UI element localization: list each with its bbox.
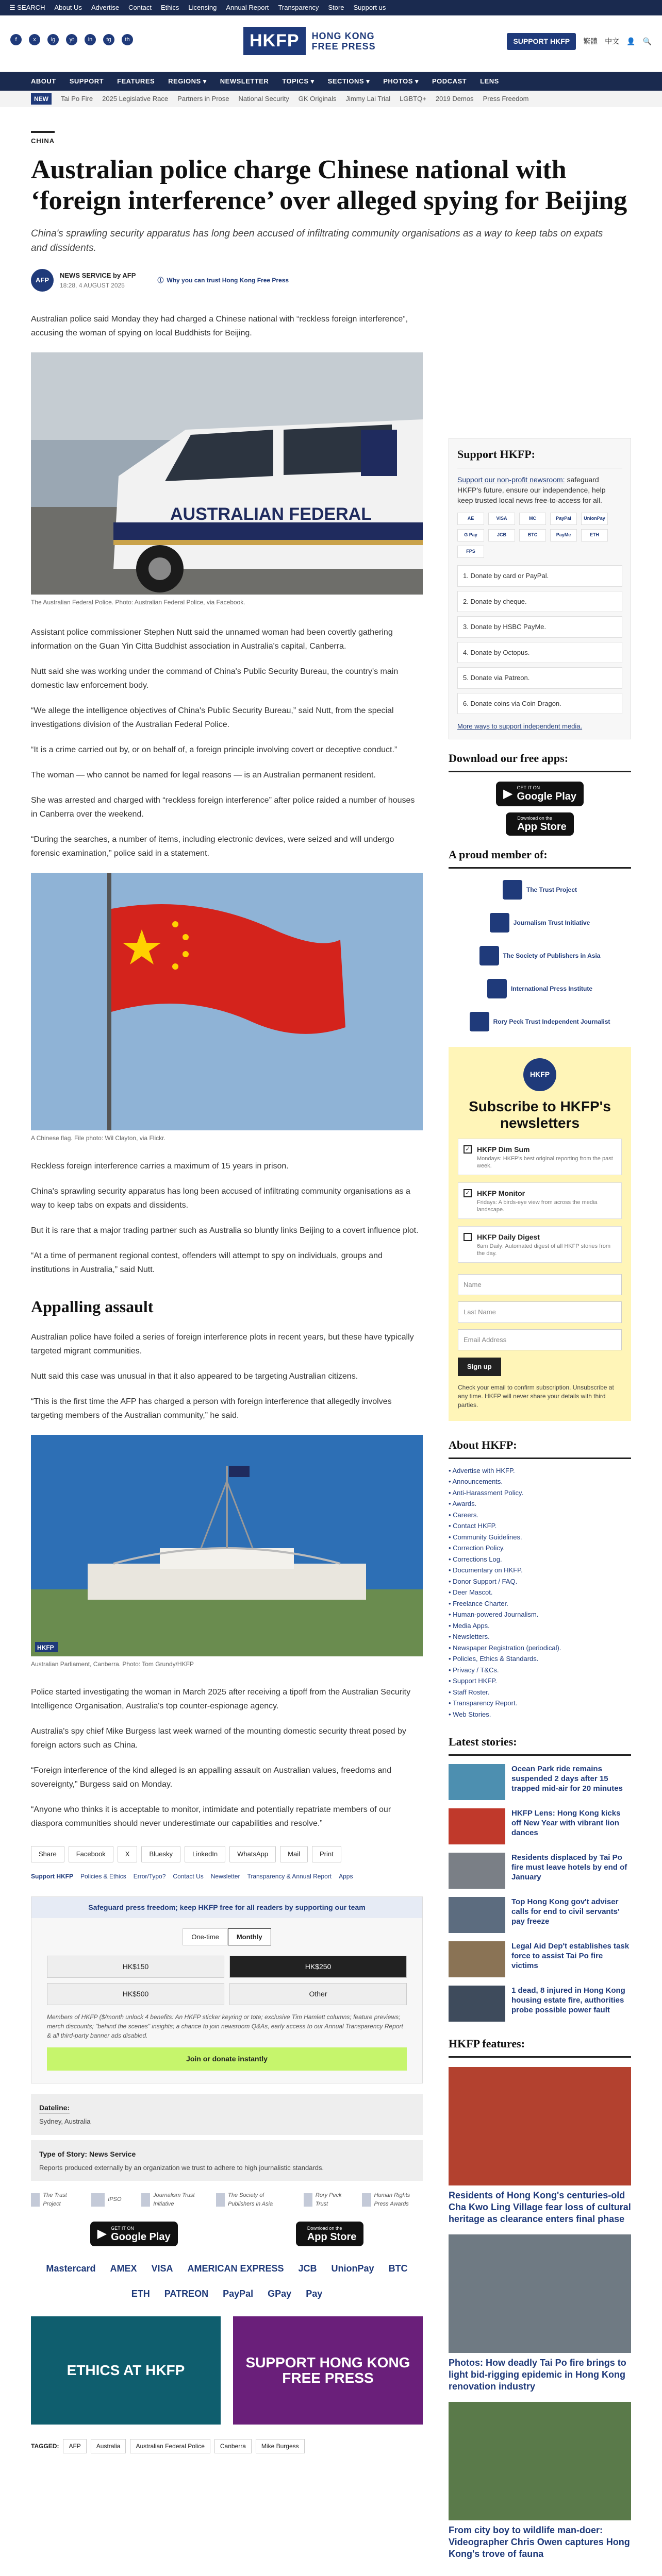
google-play-icon: ▶ <box>503 786 513 801</box>
share-linkedin-button[interactable]: LinkedIn <box>185 1846 225 1862</box>
header-actions <box>507 33 652 50</box>
amount-option-other[interactable]: Other <box>229 1983 407 2005</box>
support-hkfp-button[interactable]: SUPPORT HKFP <box>507 33 576 50</box>
tag[interactable]: Canberra <box>214 2439 252 2453</box>
donation-step[interactable]: 3. Donate by HSBC PayMe. <box>457 616 622 638</box>
tag[interactable]: AFP <box>63 2439 86 2453</box>
payment-logo: BTC <box>388 2263 408 2274</box>
one-time-tab[interactable]: One-time <box>183 1928 227 1946</box>
payment-logo: AE <box>457 513 484 525</box>
feature-item[interactable]: Photos: How deadly Tai Po fire brings to light bid-rigging epidemic in Hong Kong renovation industry <box>449 2234 631 2393</box>
site-logo[interactable] <box>243 27 376 55</box>
features-title: HKFP features: <box>449 2035 631 2058</box>
author-avatar[interactable]: AFP <box>31 269 54 292</box>
support-intro: safeguard HKFP's future, ensure our independence, help keep trusted local news free-to-access for all. <box>457 476 606 504</box>
about-link[interactable]: • Deer Mascot. <box>449 1587 631 1598</box>
tag[interactable]: Australian Federal Police <box>130 2439 210 2453</box>
nav-item[interactable]: FEATURES <box>117 77 155 86</box>
logo-line: FREE PRESS <box>311 41 376 52</box>
amount-option-selected[interactable]: HK$250 <box>229 1956 407 1978</box>
share-whatsapp-button[interactable]: WhatsApp <box>229 1846 276 1862</box>
ticker-item[interactable]: GK Originals <box>298 95 337 103</box>
tag[interactable]: Australia <box>91 2439 126 2453</box>
amount-grid <box>31 1945 422 2005</box>
feature-thumbnail <box>449 2234 631 2353</box>
about-link[interactable]: • Anti-Harassment Policy. <box>449 1487 631 1499</box>
about-link[interactable]: • Awards. <box>449 1498 631 1510</box>
frequency-toggle <box>31 1928 422 1946</box>
dateline-box <box>31 2094 423 2135</box>
ticker-item[interactable]: LGBTQ+ <box>400 95 426 103</box>
car-text: AUSTRALIAN FEDERAL <box>170 504 372 524</box>
story-type-label: Type of Story: News Service <box>39 2149 136 2160</box>
about-link[interactable]: • Announcements. <box>449 1476 631 1487</box>
police-car-photo <box>31 352 423 595</box>
member-logo[interactable]: The Society of Publishers in Asia <box>479 946 601 965</box>
ticker-item[interactable]: 2019 Demos <box>435 95 474 103</box>
utility-link[interactable]: About Us <box>54 4 82 12</box>
support-box <box>449 438 631 739</box>
threads-icon[interactable]: th <box>122 34 133 45</box>
payment-logo: MC <box>519 513 546 525</box>
utility-bar <box>0 0 662 15</box>
paragraph: “We allege the intelligence objectives of China's Public Security Bureau,” said Nutt, from the special investigations division of the Australian Federal Police. <box>31 706 394 729</box>
deck: China's sprawling security apparatus has long been accused of infiltrating community organisations as a way to keep tabs on expats and dissidents. <box>31 228 603 253</box>
paragraph: “This is the first time the AFP has charged a person with foreign interference that allegedly involves targeting members of the Australian community,” he said. <box>31 1397 392 1420</box>
payment-logo: G Pay <box>457 529 484 541</box>
about-link[interactable]: • Human-powered Journalism. <box>449 1609 631 1620</box>
watermark: HKFP <box>37 1644 54 1651</box>
promo-banners <box>31 2316 423 2425</box>
utility-link[interactable]: Annual Report <box>226 4 269 12</box>
support-link[interactable]: Support HKFP <box>31 1872 73 1880</box>
checkbox[interactable] <box>464 1233 472 1241</box>
payment-logo: AMERICAN EXPRESS <box>187 2263 284 2274</box>
share-x-button[interactable]: X <box>118 1846 138 1862</box>
payment-logos <box>31 2262 423 2301</box>
app-store-button[interactable]: Download on the App Store <box>506 812 574 836</box>
proud-title: A proud member of: <box>449 846 631 869</box>
nav-item[interactable]: SUPPORT <box>69 77 104 86</box>
ticker-item[interactable]: Tai Po Fire <box>61 95 93 103</box>
nav-item[interactable]: ABOUT <box>31 77 56 86</box>
paragraph: Australia's spy chief Mike Burgess last week warned of the mounting domestic security threat posed by foreign actors such as China. <box>31 1727 406 1750</box>
footer-link[interactable]: Policies & Ethics <box>80 1872 126 1880</box>
search-icon[interactable]: 🔍 <box>642 37 652 45</box>
more-ways-link[interactable]: More ways to support independent media. <box>457 722 583 730</box>
user-icon[interactable]: 👤 <box>626 37 636 45</box>
trust-link[interactable]: ⓘ Why you can trust Hong Kong Free Press <box>157 277 289 284</box>
paragraph: Nutt said she was working under the command of China's Public Security Bureau, the country's main domestic law enforcement body. <box>31 667 399 690</box>
share-label: Share <box>31 1846 64 1862</box>
caption: Australian Parliament, Canberra. Photo: Tom Grundy/HKFP <box>31 1660 194 1668</box>
lang-link[interactable]: 中文 <box>605 37 620 45</box>
share-mail-button[interactable]: Mail <box>280 1846 308 1862</box>
paragraph: The woman — who cannot be named for legal reasons — is an Australian permanent resident. <box>31 771 376 779</box>
member-logo[interactable]: The Trust Project <box>503 880 577 900</box>
about-link[interactable]: • Documentary on HKFP. <box>449 1565 631 1576</box>
caption: The Australian Federal Police. Photo: Australian Federal Police, via Facebook. <box>31 599 245 606</box>
nav-item[interactable]: LENS <box>480 77 499 86</box>
donation-steps <box>457 565 622 714</box>
ticker-item[interactable]: Jimmy Lai Trial <box>345 95 391 103</box>
utility-link[interactable]: Support us <box>353 4 386 12</box>
about-link[interactable]: • Contact HKFP. <box>449 1520 631 1532</box>
google-play-button[interactable]: ▶ GET IT ON Google Play <box>496 782 584 806</box>
payment-logo: JCB <box>488 529 515 541</box>
utility-link[interactable]: Ethics <box>160 4 179 12</box>
payment-logo: PATREON <box>164 2289 209 2299</box>
payment-methods <box>457 513 622 558</box>
figure-flag <box>31 873 423 1143</box>
ticker-item[interactable]: 2025 Legislative Race <box>102 95 169 103</box>
sidebar <box>449 438 631 2560</box>
social-icons <box>10 34 133 45</box>
about-link[interactable]: • Donor Support / FAQ. <box>449 1576 631 1587</box>
about-link[interactable]: • Privacy / T&Cs. <box>449 1665 631 1676</box>
partner-logo[interactable]: The Trust Project <box>31 2191 72 2208</box>
instagram-icon[interactable]: ig <box>47 34 59 45</box>
about-link[interactable]: • Staff Roster. <box>449 1687 631 1698</box>
story-type-box <box>31 2140 423 2181</box>
ticker-item[interactable]: National Security <box>238 95 289 103</box>
payment-logo: BTC <box>519 529 546 541</box>
member-logo[interactable]: International Press Institute <box>487 979 592 998</box>
paragraph: But it is rare that a major trading partner such as Australia so bluntly links Beijing to a covert influence plot. <box>31 1226 419 1235</box>
dateline-value: Sydney, Australia <box>39 2117 91 2125</box>
about-link[interactable]: • Corrections Log. <box>449 1554 631 1565</box>
dateline-label: Dateline: <box>39 2103 70 2114</box>
paragraph: Reckless foreign interference carries a maximum of 15 years in prison. <box>31 1162 289 1171</box>
story-item[interactable]: HKFP Lens: Hong Kong kicks off New Year with vibrant lion dances <box>449 1808 631 1844</box>
payment-logo: GPay <box>268 2289 292 2299</box>
membership-logos <box>449 880 631 1031</box>
paragraph: She was arrested and charged with “reckless foreign interference” after police raided a number of houses in Canberra over the weekend. <box>31 796 415 819</box>
lang-link[interactable]: 繁體 <box>583 37 598 45</box>
utility-link[interactable]: Transparency <box>278 4 319 12</box>
tags-label: TAGGED: <box>31 2443 59 2450</box>
donate-button[interactable]: Join or donate instantly <box>47 2047 407 2071</box>
payment-logo: PayPal <box>223 2289 254 2299</box>
story-item[interactable]: 1 dead, 8 injured in Hong Kong housing estate fire, authorities probe possible power fault <box>449 1986 631 2022</box>
feature-thumbnail <box>449 2067 631 2185</box>
about-title: About HKFP: <box>449 1436 631 1459</box>
about-link[interactable]: • Careers. <box>449 1510 631 1521</box>
story-item[interactable]: Residents displaced by Tai Po fire must leave hotels by end of January <box>449 1853 631 1889</box>
telegram-icon[interactable]: tg <box>103 34 114 45</box>
payment-logo: Mastercard <box>46 2263 96 2274</box>
partner-logo[interactable]: Human Rights Press Awards <box>362 2191 423 2208</box>
donation-step[interactable]: 4. Donate by Octopus. <box>457 642 622 664</box>
ethics-promo[interactable]: ETHICS AT HKFP <box>31 2316 221 2425</box>
newsletter-signup <box>449 1047 631 1421</box>
last-name-input[interactable]: Last Name <box>458 1301 622 1323</box>
nav-item[interactable]: REGIONS ▾ <box>168 77 207 86</box>
nav-item[interactable]: NEWSLETTER <box>220 77 269 86</box>
newsletter-option[interactable]: ✓ HKFP Monitor Fridays: A birds-eye view from across the media landscape. <box>458 1182 622 1219</box>
payment-logo: UnionPay <box>331 2263 374 2274</box>
figure-parliament <box>31 1435 423 1669</box>
donation-widget <box>31 1896 423 2084</box>
nav-item[interactable]: PHOTOS ▾ <box>383 77 419 86</box>
logo-line: HONG KONG <box>311 30 375 41</box>
support-title: Support HKFP: <box>457 446 622 468</box>
story-thumbnail <box>449 1897 505 1933</box>
footer-link[interactable]: Apps <box>339 1872 353 1880</box>
about-link[interactable]: • Freelance Charter. <box>449 1598 631 1609</box>
new-badge: NEW <box>31 93 52 105</box>
google-play-icon: ▶ <box>97 2227 107 2241</box>
nav-item[interactable]: SECTIONS ▾ <box>327 77 370 86</box>
story-type-value: Reports produced externally by an organization we trust to adhere to high journalistic standards. <box>39 2163 324 2172</box>
payment-logo: FPS <box>457 546 484 558</box>
story-thumbnail <box>449 1853 505 1889</box>
payment-logo: UnionPay <box>581 513 608 525</box>
paragraph: Police started investigating the woman in March 2025 after receiving a tipoff from the Australian Security Intelligence Organisation, Australia's top counter-espionage agency. <box>31 1688 411 1710</box>
ticker-item[interactable]: Partners in Prose <box>177 95 229 103</box>
topic-ticker <box>0 91 662 107</box>
app-store-button[interactable]: Download on the App Store <box>296 2222 364 2246</box>
paragraph: China's sprawling security apparatus has long been accused of infiltrating community organisations as a way to keep tabs on expats and dissidents. <box>31 1187 410 1210</box>
about-link[interactable]: • Policies, Ethics & Standards. <box>449 1653 631 1665</box>
about-link[interactable]: • Newspaper Registration (periodical). <box>449 1642 631 1654</box>
amount-option[interactable]: HK$500 <box>47 1983 224 2005</box>
paragraph: “During the searches, a number of items, including electronic devices, were seized and will undergo forensic examination,” police said in a statement. <box>31 835 394 858</box>
utility-link[interactable]: Contact <box>128 4 152 12</box>
about-link[interactable]: • Advertise with HKFP. <box>449 1465 631 1477</box>
ticker-item[interactable]: Press Freedom <box>483 95 529 103</box>
story-item[interactable]: Legal Aid Dep't establishes task force to assist Tai Po fire victims <box>449 1941 631 1977</box>
linkedin-icon[interactable]: in <box>85 34 96 45</box>
footer-link[interactable]: Contact Us <box>173 1872 204 1880</box>
newsletter-option[interactable]: ✓ HKFP Dim Sum Mondays: HKFP's best original reporting from the past week. <box>458 1139 622 1175</box>
share-print-button[interactable]: Print <box>312 1846 341 1862</box>
nav-item[interactable]: TOPICS ▾ <box>282 77 315 86</box>
monthly-tab[interactable]: Monthly <box>228 1928 271 1946</box>
feature-item[interactable]: From city boy to wildlife man-doer: Videographer Chris Owen captures Hong Kong's trove of fauna <box>449 2402 631 2560</box>
utility-link[interactable]: Licensing <box>188 4 217 12</box>
about-link[interactable]: • Support HKFP. <box>449 1675 631 1687</box>
footer-link[interactable]: Error/Typo? <box>133 1872 166 1880</box>
payment-logo: ETH <box>581 529 608 541</box>
byline <box>31 269 423 292</box>
partner-logos <box>31 2191 423 2208</box>
author-name[interactable]: NEWS SERVICE by AFP <box>60 272 136 280</box>
footer-link[interactable]: Newsletter <box>210 1872 240 1880</box>
newsletter-title: Subscribe to HKFP's newsletters <box>469 1098 611 1131</box>
membership-benefits: Members of HKFP ($/month unlock 4 benefits: An HKFP sticker keyring or tote; exclusive Tim Hamlett columns; feature previews; merch discounts; "behind the scenes" insights; a chance to join newsroom Q&As, early access to our Annual Transparency Report & all third-party banner ads disabled. <box>47 2013 403 2039</box>
paragraph: Australian police have foiled a series of foreign interference plots in recent years, but these have typically targeted migrant communities. <box>31 1333 414 1355</box>
google-play-button[interactable]: ▶ GET IT ON Google Play <box>90 2222 178 2246</box>
hkfp-features <box>449 2035 631 2560</box>
youtube-icon[interactable]: yt <box>66 34 77 45</box>
about-link[interactable]: • Newsletters. <box>449 1631 631 1642</box>
payment-logo: PayPal <box>550 513 577 525</box>
paragraph: “Foreign interference of the kind alleged is an appalling assault on Australian values, freedoms and sovereignty,” Burgess said on Monday. <box>31 1766 392 1789</box>
x-icon[interactable]: x <box>29 34 40 45</box>
feature-thumbnail <box>449 2402 631 2520</box>
latest-title: Latest stories: <box>449 1733 631 1756</box>
checkbox[interactable]: ✓ <box>464 1145 472 1154</box>
about-link[interactable]: • Correction Policy. <box>449 1543 631 1554</box>
about-link[interactable]: • Web Stories. <box>449 1709 631 1720</box>
paragraph: “It is a crime carried out by, or on behalf of, a foreign principle involving covert or deceptive conduct.” <box>31 745 398 754</box>
story-thumbnail <box>449 1808 505 1844</box>
newsletter-badge: HKFP <box>523 1058 556 1091</box>
support-promo[interactable]: SUPPORT HONG KONG FREE PRESS <box>233 2316 423 2425</box>
category-label[interactable]: CHINA <box>31 131 55 146</box>
name-input[interactable]: Name <box>458 1274 622 1296</box>
chinese-flag-photo <box>31 873 423 1130</box>
donation-step[interactable]: 6. Donate coins via Coin Dragon. <box>457 693 622 715</box>
facebook-icon[interactable]: f <box>10 34 22 45</box>
partner-logo[interactable]: Rory Peck Trust <box>304 2191 342 2208</box>
payment-logo: PayMe <box>550 529 577 541</box>
payment-logo: JCB <box>298 2263 317 2274</box>
support-intro-link[interactable]: Support our non-profit newsroom: <box>457 476 565 484</box>
about-list <box>449 1436 631 1720</box>
tag[interactable]: Mike Burgess <box>256 2439 305 2453</box>
about-link[interactable]: • Media Apps. <box>449 1620 631 1632</box>
feature-item[interactable]: Residents of Hong Kong's centuries-old Cha Kwo Ling Village fear loss of cultural heritage as clearance enters final phase <box>449 2067 631 2225</box>
about-link[interactable]: • Transparency Report. <box>449 1698 631 1709</box>
share-facebook-button[interactable]: Facebook <box>69 1846 113 1862</box>
donation-step[interactable]: 5. Donate via Patreon. <box>457 667 622 689</box>
main-nav <box>0 72 662 91</box>
logo-mark: HKFP <box>243 27 306 55</box>
checkbox[interactable]: ✓ <box>464 1189 472 1197</box>
share-bluesky-button[interactable]: Bluesky <box>141 1846 180 1862</box>
amount-option[interactable]: HK$150 <box>47 1956 224 1978</box>
footer-link[interactable]: Transparency & Annual Report <box>247 1872 332 1880</box>
caption: A Chinese flag. File photo: Wil Clayton, via Flickr. <box>31 1134 166 1142</box>
payment-logo: AMEX <box>110 2263 137 2274</box>
figure-police-car <box>31 352 423 607</box>
payment-logo: VISA <box>488 513 515 525</box>
newsletter-option[interactable]: HKFP Daily Digest 6am Daily: Automated digest of all HKFP stories from the day. <box>458 1226 622 1263</box>
payment-logo: Pay <box>306 2289 323 2299</box>
partner-logo[interactable]: IPSO <box>91 2193 121 2207</box>
search-link[interactable]: ☰ SEARCH <box>9 4 45 12</box>
payment-logo: ETH <box>131 2289 150 2299</box>
payment-logo: VISA <box>151 2263 173 2274</box>
paragraph: Australian police said Monday they had charged a Chinese national with “reckless foreign interference”, accusing the woman of spying on local Buddhists for Beijing. <box>31 315 408 337</box>
section-heading: Appalling assault <box>31 1297 154 1316</box>
story-item[interactable]: Top Hong Kong gov't adviser calls for end to civil servants' pay freeze <box>449 1897 631 1933</box>
donation-banner[interactable]: Safeguard press freedom; keep HKFP free for all readers by supporting our team <box>31 1897 422 1918</box>
parliament-photo <box>31 1435 423 1656</box>
latest-stories <box>449 1733 631 2022</box>
tags-row <box>31 2439 423 2453</box>
share-bar <box>31 1846 423 1862</box>
member-logo[interactable]: Journalism Trust Initiative <box>490 913 590 933</box>
sidebar-app-buttons <box>449 782 631 836</box>
story-thumbnail <box>449 1986 505 2022</box>
apps-title: Download our free apps: <box>449 750 631 772</box>
nav-item[interactable]: PODCAST <box>432 77 467 86</box>
story-thumbnail <box>449 1764 505 1800</box>
paragraph: “At a time of permanent regional contest, offenders will attempt to spy on individuals, groups and institutions in Australia,” said Nutt. <box>31 1251 383 1274</box>
site-header <box>0 0 662 72</box>
headline: Australian police charge Chinese national with ‘foreign interference’ over alleged spying for Beijing <box>31 155 627 215</box>
donation-step[interactable]: 1. Donate by card or PayPal. <box>457 565 622 587</box>
partner-logo[interactable]: The Society of Publishers in Asia <box>216 2191 284 2208</box>
email-input[interactable]: Email Address <box>458 1329 622 1351</box>
app-download-row <box>31 2222 423 2246</box>
member-logo[interactable]: Rory Peck Trust Independent Journalist <box>470 1012 610 1031</box>
utility-link[interactable]: Advertise <box>91 4 120 12</box>
footer-links <box>31 1872 423 1881</box>
publish-date: 18:28, 4 AUGUST 2025 <box>60 281 125 289</box>
story-thumbnail <box>449 1941 505 1977</box>
utility-link[interactable]: Store <box>328 4 344 12</box>
paragraph: Nutt said this case was unusual in that it also appeared to be targeting Australian citizens. <box>31 1372 358 1381</box>
partner-logo[interactable]: Journalism Trust Initiative <box>141 2191 196 2208</box>
paragraph: Assistant police commissioner Stephen Nutt said the unnamed woman had been covertly gathering information on the Guan Yin Citta Buddhist association in Australia's capital, Canberra. <box>31 628 393 651</box>
signup-button[interactable]: Sign up <box>458 1358 501 1376</box>
paragraph: “Anyone who thinks it is acceptable to monitor, intimidate and potentially repatriate members of our diaspora communities should never underestimate our capabilities and resolve.” <box>31 1805 391 1828</box>
newsletter-note: Check your email to confirm subscription. Unsubscribe at any time. HKFP will never share your details with third parties. <box>458 1383 614 1409</box>
info-icon: ⓘ <box>157 277 164 284</box>
donation-step[interactable]: 2. Donate by cheque. <box>457 591 622 613</box>
story-item[interactable]: Ocean Park ride remains suspended 2 days after 15 trapped mid-air for 20 minutes <box>449 1764 631 1800</box>
about-link[interactable]: • Community Guidelines. <box>449 1532 631 1543</box>
